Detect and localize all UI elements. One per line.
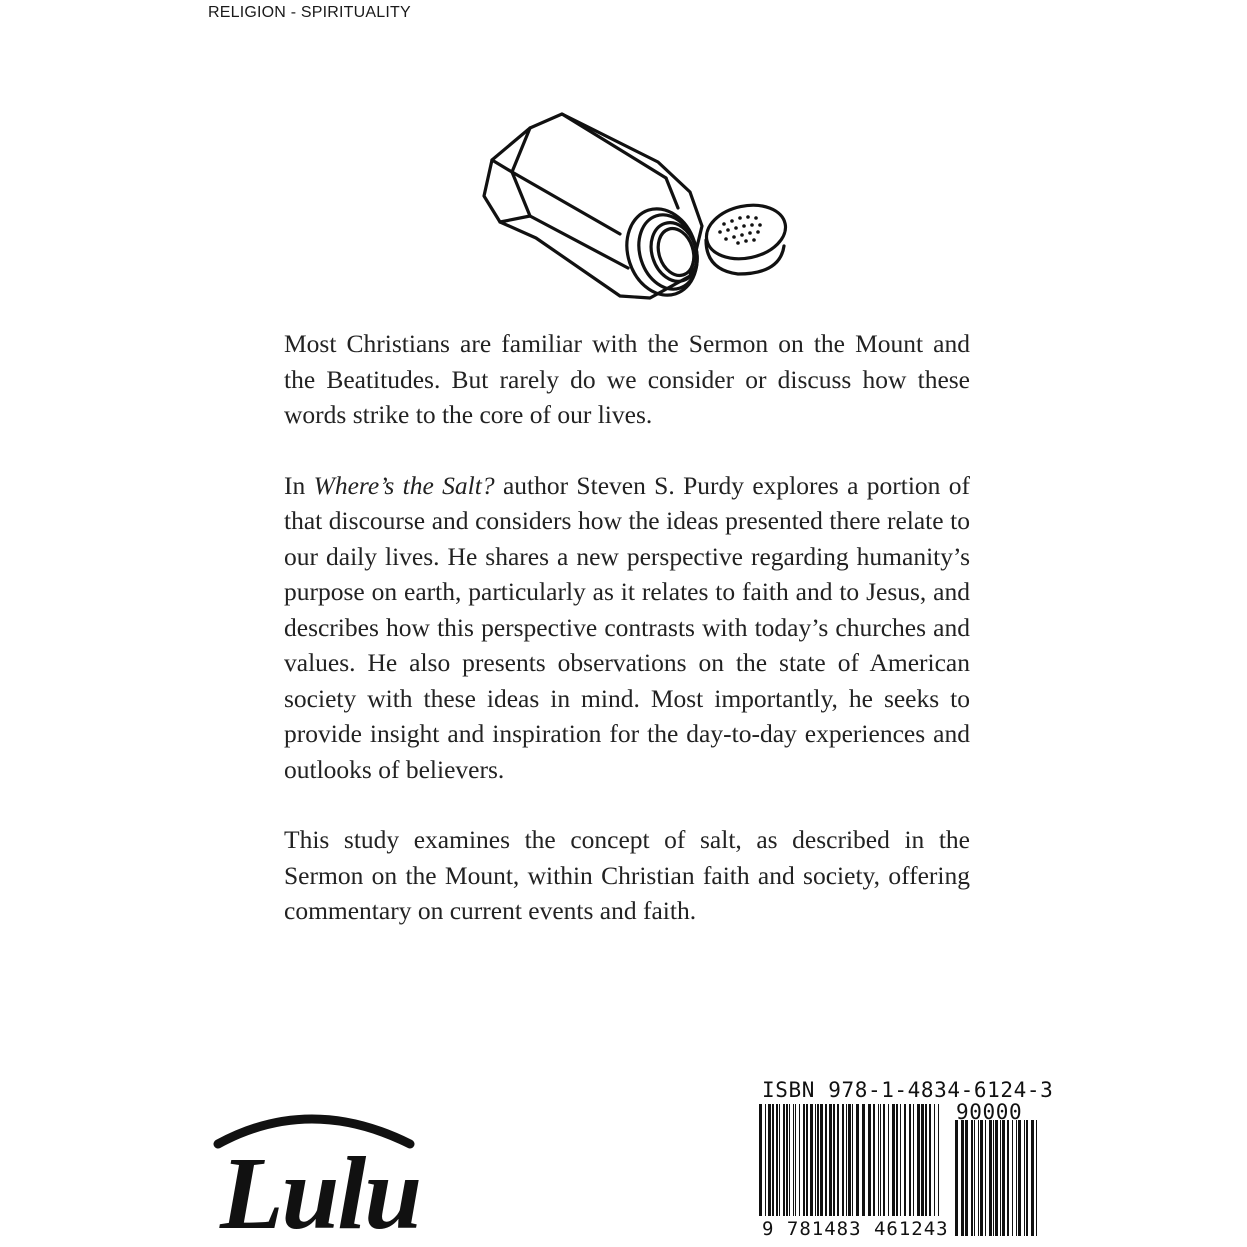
- barcode-bar: [772, 1104, 774, 1216]
- category-label: RELIGION - SPIRITUALITY: [208, 4, 411, 21]
- barcode-bar: [1031, 1120, 1034, 1236]
- barcode-bar: [880, 1104, 881, 1216]
- barcode-bar: [1016, 1120, 1017, 1236]
- paragraph-2-prefix: In: [284, 470, 314, 500]
- barcode-bar: [856, 1104, 859, 1216]
- barcode-bar: [852, 1104, 853, 1216]
- barcode-bar: [848, 1104, 851, 1216]
- barcode-bar: [883, 1104, 885, 1216]
- barcode-bar: [1024, 1120, 1025, 1236]
- barcode-bar: [759, 1104, 762, 1216]
- barcode-bar: [971, 1120, 973, 1236]
- barcode-bar: [868, 1104, 871, 1216]
- barcode-bar: [825, 1104, 827, 1216]
- barcode-bar: [1036, 1120, 1037, 1236]
- barcode-bar: [938, 1104, 939, 1216]
- barcode-bar: [900, 1104, 901, 1216]
- barcode-bar: [817, 1104, 819, 1216]
- barcode-bar: [768, 1104, 771, 1216]
- barcode-bar: [862, 1104, 865, 1216]
- barcode-bar: [965, 1120, 968, 1236]
- barcode-bar: [892, 1104, 895, 1216]
- book-title: Where’s the Salt?: [313, 470, 495, 500]
- salt-shaker-icon: [470, 100, 800, 310]
- barcode-bar: [989, 1120, 992, 1236]
- barcode-bar: [1007, 1120, 1009, 1236]
- description-paragraph-3: This study examines the concept of salt, as described in the Sermon on the Mount, within Christian faith and society, offering commentary on current events and faith.: [284, 825, 970, 925]
- barcode-bar: [799, 1104, 800, 1216]
- book-description: [284, 326, 970, 964]
- barcode-bar: [789, 1104, 790, 1216]
- barcode-bar: [795, 1104, 796, 1216]
- barcode-bar: [993, 1120, 994, 1236]
- barcode-bar: [779, 1104, 780, 1216]
- barcode-bar: [974, 1120, 975, 1236]
- barcode-bar: [1000, 1120, 1001, 1236]
- price-code: 90000: [956, 1100, 1023, 1124]
- barcode-bar: [909, 1104, 911, 1216]
- barcode-bar: [980, 1120, 983, 1236]
- barcode-bar: [904, 1104, 906, 1216]
- barcode-bar: [783, 1104, 785, 1216]
- publisher-logo: [210, 1100, 420, 1247]
- barcode-bar: [776, 1104, 778, 1216]
- barcode-bar: [810, 1104, 813, 1216]
- barcode-bar: [913, 1104, 914, 1216]
- barcode-bar: [878, 1104, 879, 1216]
- barcode-bar: [842, 1104, 844, 1216]
- barcode-bar: [896, 1104, 898, 1216]
- barcode-bar: [888, 1104, 889, 1216]
- barcode-bar: [1026, 1120, 1028, 1236]
- paragraph-2-text: author Steven S. Purdy explores a portion of that discourse and considers how the ideas presented there relate to our daily lives. He shares a new perspective regarding humanity’s purpose on earth, particularly as it relates to faith and to Jesus, and describes how this perspective contrasts with today’s churches and values. He also presents observations on the state of American society with these ideas in mind. Most importantly, he seeks to provide insight and inspiration for the day-to-day experiences and outlooks of believers.: [284, 470, 970, 784]
- ean-digits: 9 781483 461243: [762, 1218, 949, 1240]
- barcode-bar: [985, 1120, 986, 1236]
- barcode-bar: [961, 1120, 964, 1236]
- barcode-bar: [803, 1104, 805, 1216]
- barcode-bar: [873, 1104, 875, 1216]
- publisher-logo-text: Lulu: [220, 1136, 420, 1247]
- barcode-bar: [829, 1104, 832, 1216]
- barcode-bar: [929, 1104, 931, 1216]
- barcode-bar: [837, 1104, 839, 1216]
- description-paragraph-2: [284, 468, 970, 788]
- barcode-bar: [1018, 1120, 1021, 1236]
- barcode-bar: [955, 1120, 958, 1236]
- barcode-bar: [1012, 1120, 1013, 1236]
- barcode-bar: [786, 1104, 788, 1216]
- barcode-bar: [820, 1104, 823, 1216]
- barcode-bar: [793, 1104, 794, 1216]
- barcode-bar: [806, 1104, 808, 1216]
- description-paragraph-1: Most Christians are familiar with the Sermon on the Mount and the Beatitudes. But rarely do we consider or discuss how these words strike to the core of our lives.: [284, 329, 970, 429]
- barcode-bar: [917, 1104, 920, 1216]
- barcode-bar: [765, 1104, 766, 1216]
- barcode-bar: [921, 1104, 924, 1216]
- barcode-bar: [925, 1104, 927, 1216]
- barcode-bar: [934, 1104, 935, 1216]
- isbn-number: ISBN 978-1-4834-6124-3: [762, 1078, 1054, 1102]
- barcode-bar: [815, 1104, 816, 1216]
- barcode-bar: [978, 1120, 979, 1236]
- barcode-bar: [846, 1104, 847, 1216]
- barcode-bar: [1002, 1120, 1005, 1236]
- barcode-bar: [833, 1104, 835, 1216]
- barcode-bar: [995, 1120, 998, 1236]
